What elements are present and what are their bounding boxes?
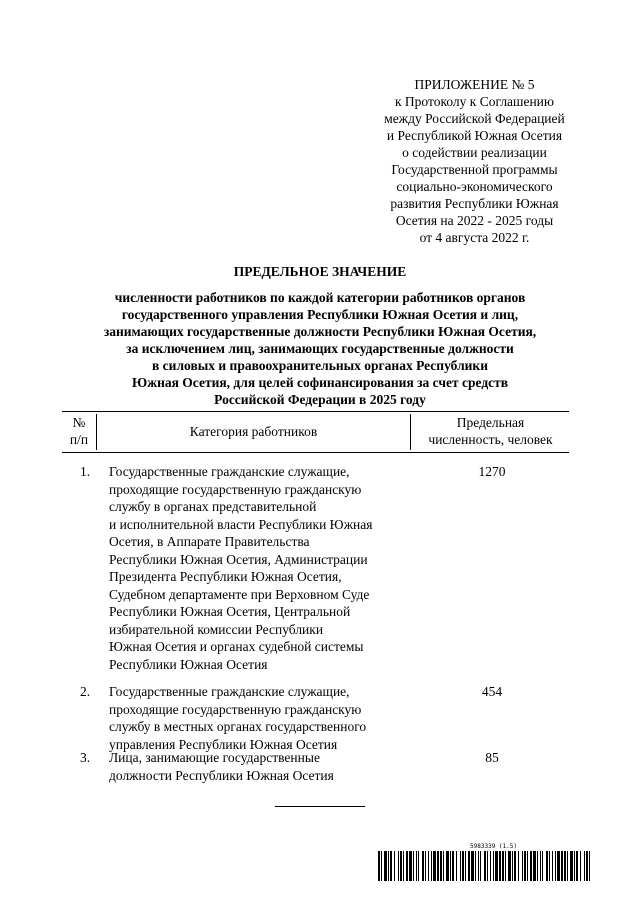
barcode-stripe [574, 851, 575, 881]
header-limit [412, 414, 569, 448]
barcode-stripe [484, 851, 486, 881]
barcode-stripe [471, 851, 474, 881]
header-number-line: № [72, 415, 86, 430]
appendix-line: ПРИЛОЖЕНИЕ № 5 [414, 77, 535, 92]
appendix-line: Осетия на 2022 - 2025 годы [395, 213, 554, 228]
row-category [109, 683, 419, 753]
row-category-line: Государственные гражданские служащие, [109, 464, 350, 479]
row-number: 1. [80, 464, 91, 479]
row-category-line: Южная Осетия и органах судебной системы [109, 639, 364, 654]
appendix-line: о содействии реализации [402, 145, 547, 160]
appendix-line: к Протоколу к Соглашению [395, 94, 554, 109]
barcode-stripe [390, 851, 392, 881]
barcode-stripe [398, 851, 399, 881]
subtitle-line: занимающих государственные должности Республики Южная Осетия, [103, 324, 537, 339]
barcode-stripe [552, 851, 553, 881]
barcode-stripe [403, 851, 404, 881]
header-category: Категория работников [97, 414, 411, 450]
subtitle-line: за исключением лиц, занимающих государственные должности [126, 341, 514, 356]
barcode-stripe [418, 851, 419, 881]
row-category-line: Судебном департаменте при Верховном Суде [109, 586, 370, 602]
row-limit-value: 454 [481, 684, 503, 699]
appendix-line: от 4 августа 2022 г. [419, 230, 530, 245]
header-limit-line: численность, человек [428, 432, 553, 447]
row-category-line: управления Республики Южная Осетия [109, 736, 338, 752]
barcode-stripe [493, 851, 494, 881]
barcode-stripe [490, 851, 491, 881]
subtitle-line: в силовых и правоохранительных органах Республики [152, 358, 488, 373]
row-category-line: должности Республики Южная Осетия [109, 767, 334, 783]
row-category-line: проходящие государственную гражданскую [109, 481, 362, 497]
barcode-stripe [502, 851, 504, 881]
barcode-stripe [580, 851, 581, 881]
table-header [62, 411, 569, 453]
barcode-stripe [564, 851, 566, 881]
barcode-stripe [567, 851, 568, 881]
barcode-stripe [460, 851, 461, 881]
barcode-stripe [381, 851, 382, 881]
subtitle-line: государственного управления Республики Южная Осетия и лиц, [121, 307, 519, 322]
barcode-stripe [533, 851, 536, 881]
barcode-stripe [437, 851, 439, 881]
barcode-stripe [555, 851, 556, 881]
barcode-stripe [589, 851, 590, 881]
barcode-stripe [394, 851, 395, 881]
barcode-stripe [524, 851, 526, 881]
document-subtitle [60, 289, 580, 408]
barcode-stripe [416, 851, 417, 881]
barcode-stripe [537, 851, 538, 881]
row-category-line: Республики Южная Осетия [109, 656, 268, 672]
barcode-label: 5983339 (1.5) [470, 843, 517, 850]
barcode-stripe [433, 851, 436, 881]
appendix-line: социально-экономического [396, 179, 553, 194]
barcode-stripe [462, 851, 464, 881]
subtitle-line: Южная Осетия, для целей софинансирования за счет средств [131, 375, 509, 390]
barcode-stripe [561, 851, 563, 881]
barcode-stripe [465, 851, 466, 881]
barcode-stripe [478, 851, 479, 881]
barcode-stripe [452, 851, 454, 881]
barcode-bars [378, 851, 591, 881]
barcode-stripe [456, 851, 457, 881]
row-category-line: службу в местных органах государственного [109, 719, 367, 734]
subtitle-line: численности работников по каждой категории работников органов [114, 290, 526, 305]
barcode-stripe [549, 851, 550, 881]
barcode-stripe [542, 851, 543, 881]
row-category [109, 749, 419, 784]
barcode-stripe [576, 851, 578, 881]
row-category-line: Президента Республики Южная Осетия, [109, 569, 342, 584]
header-number-line: п/п [69, 432, 89, 447]
row-category-line: Лица, занимающие государственные [109, 750, 320, 765]
row-category [109, 463, 419, 673]
appendix-line: между Российской Федерацией [384, 111, 565, 126]
barcode-stripe [475, 851, 476, 881]
barcode-stripe [480, 851, 481, 881]
barcode-stripe [378, 851, 380, 881]
barcode-stripe [440, 851, 442, 881]
barcode-stripe [400, 851, 402, 881]
barcode-stripe [540, 851, 541, 881]
barcode-stripe [527, 851, 528, 881]
barcode-stripe [570, 851, 573, 881]
row-category-line: Государственные гражданские служащие, [109, 684, 350, 699]
appendix-block [362, 76, 587, 246]
barcode-stripe [530, 851, 532, 881]
row-category-line: проходящие государственную гражданскую [109, 701, 362, 717]
header-number [62, 414, 97, 450]
row-limit-value: 1270 [478, 464, 506, 479]
barcode-stripe [409, 851, 412, 881]
limits-table [62, 411, 569, 783]
document-title: ПРЕДЕЛЬНОЕ ЗНАЧЕНИЕ [233, 264, 407, 279]
barcode-stripe [487, 851, 488, 881]
row-category-line: избирательной комиссии Республики [109, 621, 324, 637]
subtitle-line: Российской Федерации в 2025 году [214, 392, 426, 407]
barcode-stripe [468, 851, 470, 881]
barcode-stripe [505, 851, 506, 881]
header-limit-line: Предельная [456, 415, 525, 430]
row-category-line: Республики Южная Осетия, Администрации [109, 551, 368, 567]
barcode-stripe [428, 851, 429, 881]
barcode-stripe [508, 851, 511, 881]
barcode-stripe [546, 851, 548, 881]
row-category-line: и исполнительной власти Республики Южная [109, 516, 373, 532]
barcode-stripe [443, 851, 444, 881]
barcode-stripe [557, 851, 560, 881]
barcode-stripe [522, 851, 523, 881]
barcode-stripe [384, 851, 387, 881]
barcode-stripe [422, 851, 424, 881]
barcode-stripe [446, 851, 449, 881]
appendix-line: развития Республики Южная [390, 196, 559, 211]
barcode-stripe [406, 851, 408, 881]
row-category-line: службу в органах представительной [109, 499, 317, 514]
barcode [378, 843, 591, 883]
row-limit-value: 85 [485, 750, 499, 765]
barcode-stripe [499, 851, 501, 881]
barcode-stripe [413, 851, 414, 881]
appendix-line: и Республикой Южная Осетия [386, 128, 563, 143]
row-category-line: Осетия, в Аппарате Правительства [109, 534, 310, 549]
barcode-stripe [586, 851, 588, 881]
barcode-stripe [518, 851, 519, 881]
row-category-line: Республики Южная Осетия, Центральной [109, 604, 351, 619]
row-number: 3. [80, 750, 91, 765]
end-rule [275, 806, 365, 807]
barcode-stripe [584, 851, 585, 881]
barcode-stripe [431, 851, 432, 881]
barcode-stripe [388, 851, 389, 881]
barcode-stripe [495, 851, 498, 881]
barcode-stripe [512, 851, 513, 881]
barcode-stripe [425, 851, 426, 881]
barcode-stripe [450, 851, 451, 881]
barcode-stripe [514, 851, 516, 881]
appendix-line: Государственной программы [391, 162, 558, 177]
row-number: 2. [80, 684, 91, 699]
